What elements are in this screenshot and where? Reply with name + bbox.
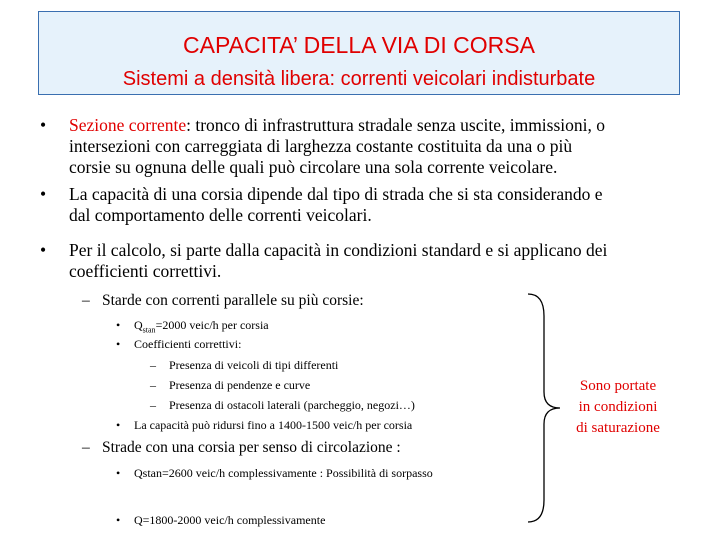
right-curly-brace xyxy=(520,290,568,526)
dash-marker: – xyxy=(82,292,90,309)
slide-subtitle: Sistemi a densità libera: correnti veicolari indisturbate xyxy=(122,68,596,90)
capacity-reduction-note: La capacità può ridursi fino a 1400-1500 veic/h per corsia xyxy=(134,418,413,432)
coefficient-slopes-curves: Presenza di pendenze e curve xyxy=(169,378,311,392)
highlight-term: Sezione corrente xyxy=(69,115,187,135)
dash-marker: – xyxy=(150,398,156,412)
correction-coefficients-label: Coefficienti correttivi: xyxy=(134,337,242,351)
saturation-note-line-1: Sono portate xyxy=(579,378,657,394)
bullet-1-line-3: corsie su ognuna delle quali può circolare una sola corrente veicolare. xyxy=(69,157,558,177)
dash-marker: – xyxy=(150,378,156,392)
dash-marker: – xyxy=(82,439,90,456)
saturation-note-line-2: in condizioni xyxy=(578,399,658,415)
bullet-1-line-1: Sezione corrente: tronco di infrastruttura stradale senza uscite, immissioni, o xyxy=(69,115,606,135)
bullet-marker: • xyxy=(40,115,47,135)
brace-path xyxy=(528,294,560,522)
slide-title: CAPACITA’ DELLA VIA DI CORSA xyxy=(183,32,535,58)
section-multi-lane-label: Starde con correnti parallele su più corsie: xyxy=(102,292,364,309)
bullet-1-line-2: intersezioni con carreggiata di larghezza costante costituita da una o più xyxy=(69,136,573,156)
bullet-marker: • xyxy=(116,418,121,432)
bullet-2-line-1: La capacità di una corsia dipende dal tipo di strada che si sta considerando e xyxy=(69,184,603,204)
bullet-marker: • xyxy=(40,240,47,260)
dash-marker: – xyxy=(150,358,156,372)
bullet-3-line-2: coefficienti correttivi. xyxy=(69,261,222,281)
saturation-note xyxy=(566,376,670,439)
qstan-single-lane: Qstan=2600 veic/h complessivamente : Possibilità di sorpasso xyxy=(134,466,433,480)
coefficient-vehicle-types: Presenza di veicoli di tipi differenti xyxy=(169,358,339,372)
bullet-marker: • xyxy=(116,337,121,351)
section-single-lane-label: Strade con una corsia per senso di circolazione : xyxy=(102,439,401,456)
saturation-note-line-3: di saturazione xyxy=(576,420,660,436)
coefficient-lateral-obstacles: Presenza di ostacoli laterali (parcheggio, negozi…) xyxy=(169,398,415,412)
bullet-3-line-1: Per il calcolo, si parte dalla capacità in condizioni standard e si applicano dei xyxy=(69,240,608,260)
bullet-2-line-2: dal comportamento delle correnti veicolari. xyxy=(69,205,372,225)
bullet-marker: • xyxy=(116,318,121,332)
bullet-marker: • xyxy=(40,184,47,204)
qstan-multi-lane: $Q_{stan}=2000$ veic/h per corsia xyxy=(134,318,269,335)
bullet-marker: • xyxy=(116,513,121,527)
q-single-lane: Q=1800-2000 veic/h complessivamente xyxy=(134,513,326,527)
bullet-marker: • xyxy=(116,466,121,480)
title-box xyxy=(38,11,680,95)
